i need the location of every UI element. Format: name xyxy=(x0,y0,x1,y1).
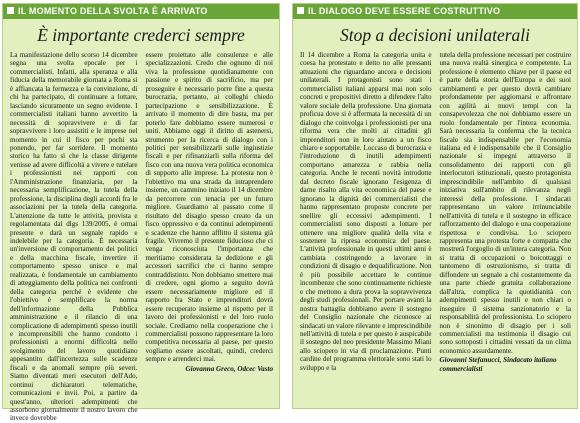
section-label xyxy=(3,4,279,19)
body-column-1 xyxy=(10,51,138,423)
section-label xyxy=(293,4,577,19)
article-headline: È importante crederci sempre xyxy=(37,25,245,45)
section-label-text: IL DIALOGO DEVE ESSERE COSTRUTTIVO xyxy=(308,6,501,16)
article-right xyxy=(292,3,578,409)
article-body xyxy=(300,51,571,405)
article-body xyxy=(10,51,273,423)
body-column-2 xyxy=(440,51,572,405)
square-bullet-icon xyxy=(7,7,14,14)
author-signature: Giovanni Stefanucci, Sindacato italiano commercialisti xyxy=(439,356,557,373)
section-label-text: IL MOMENTO DELLA SVOLTA È ARRIVATO xyxy=(18,6,208,16)
body-text: Il 14 dicembre a Roma la categoria unita e coesa ha protestato e detto no alle pressanti attuazioni che riguardano ancora e decisioni unilaterali. I protagonisti sono stati i commercialisti italiani apparsi mai non solo concreti e propositivi diretto a difendere l'alto valore sociale della professione. Una giornata proficua dove si è affermata la necessità di un dialogo che coinvolga i professionisti per una riforma vera che molti ai cittadini gli imprenditori non in loro aiutato a un fisco chiaro e sopportabile. Loccaso di burocrazia e l'introduzione di inutili adempimenti comportano amarezza e rabbia nella categoria. Anche le recenti novità introdotte dal decreto fiscale ignorano l'esigenza di darne risalto alla vita economica del paese e ignorano la dignità dei commercialisti che hanno rappresentato proposte concrete per snellire gli eccessivi adempimenti. I commercialisti sono disposti a lottare per ottenere una migliore qualità della vita e sostenere la ripresa economica del paese. L'attività professionale in questi ultimi anni è cambiata costringendo a lavorare in condizioni di disagio e dequalificazione. Non è più possibile accettare le continue incombenze che sono continuamente richieste e che mettono a dura prova la sopravvivenza degli studi professionali. Per portare avanti la nostra battaglia dobbiamo avere il sostegno del Consiglio nazionale che riconosce ai sindacati un valore rilevante e imprescindibile nell'attività di tutela e per questo è auspicabile il sostegno del neo presidente Massimo Miani allo sciopero in via di proclamazione. Punti cardine del programma elettorale sono stati lo sviluppo e la xyxy=(300,51,432,372)
author-signature: Giovanna Greco, Odcec Vasto xyxy=(185,364,273,373)
body-text: tutela della professione necessari per costruire una nuova realtà sinergica e competente. La professione è elemento chiave per il paese ed è parte della storia dell'Europa e dei suoi cambiamenti e per questo dovrà cambiare profondamente per aggiornarsi e affrontare con agilità ai nuovi tempi con la consapevolezza che noi dobbiamo essere un ruolo fondamentale per l'intera economia. Sarà necessaria la conferma che la tecnica fiscale sia indispensabile per l'economia italiana ed è indispensabile che il Consiglio nazionale si impegni attraverso il consolidamento dei rapporti con gli interlocutori istituzionali, questo protagonista imprescindibile nell'ambito di qualsiasi iniziativa sull'ambito di rilevanza negli interessi della professione. I sindacati rappresentano un valore irrinunciabile nell'attività di tutela e il sostegno in efficace rafforzamento del dialogo e una cooperazione rispettosa e condivisa. Lo sciopero rappresenta una protesta forte e compatta che mostrerà l'orgoglio di un'intera categoria. Non si tratta di occupazioni o boicottaggi e tantomeno di ostruzionismo, si tratta di diffondere un segnale a chi costantemente da una parte chiede gratuita collaborazione dall'altra, complica la quotidianità con adempimenti spesso inutili e non chiari o inseguire il sistema sanzionatorio e la responsabilità del professionista. Lo sciopero non è sinonimo di disagio per i soli commercialisti ma testimonia il disagio cui sono sottoposti i cittadini vessati da un clima economico assurdamente. xyxy=(439,51,571,355)
article-headline: Stop a decisioni unilaterali xyxy=(339,25,531,45)
body-text: La manifestazione dello scorso 14 dicembre segna una svolta epocale per i commercialisti. Infatti, alla speranza e alla fiducia della memorabile giornata a Roma si è affiancata la fermezza e la convinzione, di chi ha partecipato, di continuare a lottare, lasciando sicuramente un segno evidente. I commercialisti italiani hanno avvertito la necessità di sopravvivere e di far sopravvivere i loro assistiti e le imprese nel momento in cui il fisco per pochi sta ponendo, per far sorridere. Il momento storico ha fatto sì che la classe dirigente venisse ad avere difficoltà a vivere e tutelare i professionisti nei rapporti con l'Amministrazione finanziaria, per la necessaria semplificazione, la tutela della professione, la disciplina degli accordi fra le associazioni per la tutela della categoria. L'attenzione da tutte le attività, provista e regolamentata dal dlgs 139/2005, è ormai presente e darà un segnale rapido e indelebile per la categoria. È necessaria un'inversione di comportamento dei politici e della macchina fiscale, invertire il comportamento spesso unisce e mal realizzata, è fondamentale un cambiamento di atteggiamento della politica nei confronti della categoria perché è evidente che l'obiettivo è semplificare la norma dell'informazione della Pubblica amministrazione e il rilancio di una complicazione di adempimenti spesso inutili e incomprensibili che hanno condotto i professionisti a enormi difficoltà nello svolgimento del lavoro quotidiano appesantito dall'incertezza sulle scadenze fiscali e da anomali sempre più severi. Siamo diventati meri esecutori dell'Ado, continui dichiaratori telematiche, comunicazioni e invii. Poi, a partire da quest'anno, ulteriori adempimenti che assorbono giornalmente il nostro lavoro che invece dovrebbe xyxy=(10,51,138,423)
body-column-1 xyxy=(300,51,432,405)
square-bullet-icon xyxy=(297,7,304,14)
article-left xyxy=(2,3,280,423)
body-column-2 xyxy=(146,51,274,405)
body-text: essere proiettato alle consulenze e alle specializzazioni. Credo che ognuno di noi viva la professione quotidianamente con passione e spirito di sacrificio, ma per proseguire è necessario porre fine a questa burocrazia, pertanto, ai colleghi chiedo partecipazione e sensibilizzazione. È arrivato il momento di dire basta, ma per poterlo fare dobbiamo essere numerosi e uniti. Abbiamo oggi il diritto di astenersi, strumento per la ricerca di dialogo con i politici per sensibilizzarli sulle ingiustizie fiscali e per rifinanziarli sulla riforma del fisco con una nuova vera politica economica di supporto alle imprese. La protesta non è l'obiettivo ma una strada da intraprendere insieme, un cammino iniziato il 14 dicembre da percorrere con tenacia per un futuro migliore. Guardiamo al passato come il risultato del disagio spesso creato da un fisco oppressivo e da continui adempimenti e scadenze che hanno afflitto il sistema già fragile. Vivremo il presente fiducioso che ci venga riconosciuta l'importanza che meritiamo considerata la dedizione e gli accessori sacrifici che ci hanno sempre contraddistinto. Non dobbiamo smettere mai di credere, ogni giorno a seguito dovrà essere necessariamente migliore ed il rapporto fra Stato e imprenditori dovrà essere recuperato insieme al rispetto per il lavoro dei professionisti e del loro ruolo sociale. Crediamo nella cooperazione che i commercialisti possono rappresentare la loro competitiva necessaria al paese, per questo vogliamo essere ascoltati, quindi, crederci sempre e arrenderci mai. xyxy=(145,51,273,364)
